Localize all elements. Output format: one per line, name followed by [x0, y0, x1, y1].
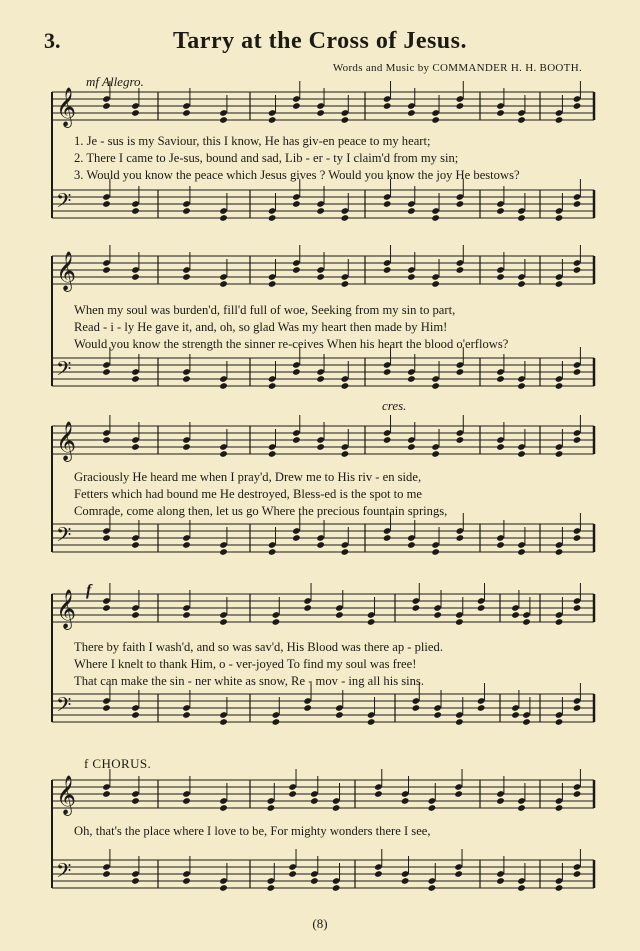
- note-head: [517, 116, 526, 124]
- note-head: [102, 534, 111, 542]
- note-head: [341, 450, 350, 458]
- note-head: [316, 273, 325, 281]
- note-head: [455, 718, 464, 726]
- bass-clef-icon: 𝄢: [56, 189, 72, 217]
- note-head: [522, 618, 531, 626]
- note-head: [496, 443, 505, 451]
- note-head: [511, 611, 520, 619]
- note-head: [102, 436, 111, 444]
- note-head: [102, 604, 111, 612]
- note-head: [407, 109, 416, 117]
- note-head: [367, 618, 376, 626]
- note-head: [573, 266, 582, 274]
- note-head: [383, 368, 392, 376]
- note-head: [456, 102, 465, 110]
- bass-clef-icon: 𝄢: [56, 357, 72, 385]
- treble-clef-icon: 𝄞: [56, 87, 77, 127]
- note-head: [496, 877, 505, 885]
- note-head: [182, 541, 191, 549]
- note-head: [102, 266, 111, 274]
- note-head: [383, 266, 392, 274]
- note-head: [219, 382, 228, 390]
- note-head: [367, 718, 376, 726]
- note-head: [431, 116, 440, 124]
- lyric-line: Comrade, come along then, let us go Where the precious fountain springs,: [74, 504, 448, 518]
- note-head: [268, 450, 277, 458]
- note-head: [401, 797, 410, 805]
- hymn-number: 3.: [44, 28, 61, 53]
- note-head: [573, 704, 582, 712]
- crescendo-mark: cres.: [382, 398, 407, 413]
- note-head: [383, 436, 392, 444]
- tempo-mark: mf Allegro.: [86, 74, 144, 89]
- note-head: [456, 200, 465, 208]
- note-head: [456, 368, 465, 376]
- note-head: [131, 877, 140, 885]
- bass-clef-icon: 𝄢: [56, 523, 72, 551]
- note-head: [431, 382, 440, 390]
- treble-clef-icon: 𝄞: [56, 589, 77, 629]
- note-head: [555, 618, 564, 626]
- note-head: [555, 718, 564, 726]
- note-head: [573, 368, 582, 376]
- note-head: [316, 541, 325, 549]
- forte-mark: f: [86, 582, 92, 599]
- note-head: [341, 548, 350, 556]
- hymn-credits: Words and Music by COMMANDER H. H. BOOTH.: [332, 62, 582, 74]
- note-head: [433, 711, 442, 719]
- note-head: [219, 116, 228, 124]
- note-head: [517, 884, 526, 892]
- note-head: [555, 116, 564, 124]
- note-head: [131, 109, 140, 117]
- note-head: [573, 200, 582, 208]
- note-head: [456, 436, 465, 444]
- page-number: (8): [312, 916, 328, 931]
- note-head: [268, 548, 277, 556]
- note-head: [182, 375, 191, 383]
- note-head: [341, 382, 350, 390]
- note-head: [496, 541, 505, 549]
- note-head: [555, 214, 564, 222]
- hymn-title: Tarry at the Cross of Jesus.: [173, 28, 467, 54]
- treble-clef-icon: 𝄞: [56, 251, 77, 291]
- note-head: [268, 214, 277, 222]
- note-head: [182, 207, 191, 215]
- note-head: [303, 704, 312, 712]
- note-head: [288, 870, 297, 878]
- note-head: [131, 711, 140, 719]
- note-head: [335, 711, 344, 719]
- note-head: [428, 804, 437, 812]
- note-head: [310, 797, 319, 805]
- lyric-line: Fetters which had bound me He destroyed, Bless-ed is the spot to me: [74, 487, 423, 501]
- note-head: [573, 534, 582, 542]
- note-head: [496, 797, 505, 805]
- note-head: [182, 611, 191, 619]
- lyric-line: Would you know the strength the sinner re-ceives When his heart the blood o'erflows?: [74, 337, 509, 351]
- note-head: [477, 604, 486, 612]
- note-head: [573, 102, 582, 110]
- note-head: [219, 804, 228, 812]
- note-head: [517, 804, 526, 812]
- note-head: [272, 618, 281, 626]
- note-head: [292, 200, 301, 208]
- note-head: [131, 541, 140, 549]
- note-head: [131, 207, 140, 215]
- note-head: [268, 382, 277, 390]
- note-head: [131, 273, 140, 281]
- note-head: [219, 280, 228, 288]
- note-head: [182, 273, 191, 281]
- note-head: [555, 450, 564, 458]
- note-head: [383, 102, 392, 110]
- treble-clef-icon: 𝄞: [56, 775, 77, 815]
- note-head: [219, 450, 228, 458]
- lyric-line: Oh, that's the place where I love to be, For mighty wonders there I see,: [74, 824, 431, 838]
- note-head: [131, 797, 140, 805]
- note-head: [316, 443, 325, 451]
- note-head: [268, 280, 277, 288]
- note-head: [517, 214, 526, 222]
- note-head: [555, 382, 564, 390]
- note-head: [456, 534, 465, 542]
- note-head: [102, 368, 111, 376]
- lyric-line: Where I knelt to thank Him, o - ver-joyed To find my soul was free!: [74, 657, 417, 671]
- lyric-line: Read - i - ly He gave it, and, oh, so glad Was my heart then made by Him!: [74, 320, 448, 334]
- note-head: [316, 375, 325, 383]
- note-head: [407, 207, 416, 215]
- note-head: [573, 436, 582, 444]
- note-head: [454, 790, 463, 798]
- note-head: [431, 214, 440, 222]
- note-head: [407, 541, 416, 549]
- note-head: [267, 804, 276, 812]
- note-head: [431, 548, 440, 556]
- note-head: [407, 375, 416, 383]
- note-head: [374, 790, 383, 798]
- note-head: [332, 804, 341, 812]
- note-head: [407, 273, 416, 281]
- bass-clef-icon: 𝄢: [56, 693, 72, 721]
- bass-clef-icon: 𝄢: [56, 859, 72, 887]
- note-head: [555, 548, 564, 556]
- note-head: [131, 443, 140, 451]
- lyric-line: That can make the sin - ner white as snow, Re - mov - ing all his sins.: [74, 674, 424, 688]
- note-head: [455, 618, 464, 626]
- note-head: [272, 718, 281, 726]
- note-head: [316, 109, 325, 117]
- lyric-line: There by faith I wash'd, and so was sav'd, His Blood was there ap - plied.: [74, 640, 443, 654]
- note-head: [573, 870, 582, 878]
- note-head: [292, 102, 301, 110]
- note-head: [292, 368, 301, 376]
- note-head: [555, 884, 564, 892]
- note-head: [268, 116, 277, 124]
- note-head: [219, 718, 228, 726]
- note-head: [267, 884, 276, 892]
- note-head: [292, 436, 301, 444]
- note-head: [433, 611, 442, 619]
- note-head: [288, 790, 297, 798]
- note-head: [102, 200, 111, 208]
- lyric-line: When my soul was burden'd, fill'd full of woe, Seeking from my sin to part,: [74, 303, 456, 317]
- note-head: [456, 266, 465, 274]
- note-head: [316, 207, 325, 215]
- note-head: [573, 604, 582, 612]
- note-head: [131, 611, 140, 619]
- lyric-line: 1. Je - sus is my Saviour, this I know, He has giv-en peace to my heart;: [74, 134, 431, 148]
- note-head: [517, 548, 526, 556]
- note-head: [102, 704, 111, 712]
- note-head: [341, 280, 350, 288]
- note-head: [219, 884, 228, 892]
- note-head: [428, 884, 437, 892]
- note-head: [383, 534, 392, 542]
- note-head: [219, 548, 228, 556]
- note-head: [383, 200, 392, 208]
- note-head: [431, 280, 440, 288]
- lyric-line: 2. There I came to Je-sus, bound and sad, Lib - er - ty I claim'd from my sin;: [74, 151, 459, 165]
- note-head: [573, 790, 582, 798]
- note-head: [182, 109, 191, 117]
- lyric-line: Graciously He heard me when I pray'd, Drew me to His riv - en side,: [74, 470, 422, 484]
- note-head: [412, 604, 421, 612]
- note-head: [412, 704, 421, 712]
- note-head: [341, 116, 350, 124]
- note-head: [219, 618, 228, 626]
- note-head: [292, 534, 301, 542]
- note-head: [182, 797, 191, 805]
- note-head: [182, 711, 191, 719]
- note-head: [102, 790, 111, 798]
- note-head: [332, 884, 341, 892]
- note-head: [522, 718, 531, 726]
- note-head: [431, 450, 440, 458]
- note-head: [517, 382, 526, 390]
- note-head: [102, 102, 111, 110]
- note-head: [102, 870, 111, 878]
- note-head: [401, 877, 410, 885]
- note-head: [303, 604, 312, 612]
- note-head: [496, 273, 505, 281]
- treble-clef-icon: 𝄞: [56, 421, 77, 461]
- chorus-heading: f CHORUS.: [84, 756, 152, 771]
- note-head: [496, 207, 505, 215]
- note-head: [517, 450, 526, 458]
- note-head: [182, 443, 191, 451]
- note-head: [310, 877, 319, 885]
- note-head: [517, 280, 526, 288]
- note-head: [335, 611, 344, 619]
- note-head: [374, 870, 383, 878]
- note-head: [341, 214, 350, 222]
- note-head: [555, 280, 564, 288]
- note-head: [292, 266, 301, 274]
- note-head: [496, 109, 505, 117]
- lyric-line: 3. Would you know the peace which Jesus gives ? Would you know the joy He bestows?: [74, 168, 520, 182]
- note-head: [407, 443, 416, 451]
- note-head: [496, 375, 505, 383]
- note-head: [477, 704, 486, 712]
- note-head: [454, 870, 463, 878]
- note-head: [219, 214, 228, 222]
- note-head: [182, 877, 191, 885]
- note-head: [131, 375, 140, 383]
- note-head: [555, 804, 564, 812]
- note-head: [511, 711, 520, 719]
